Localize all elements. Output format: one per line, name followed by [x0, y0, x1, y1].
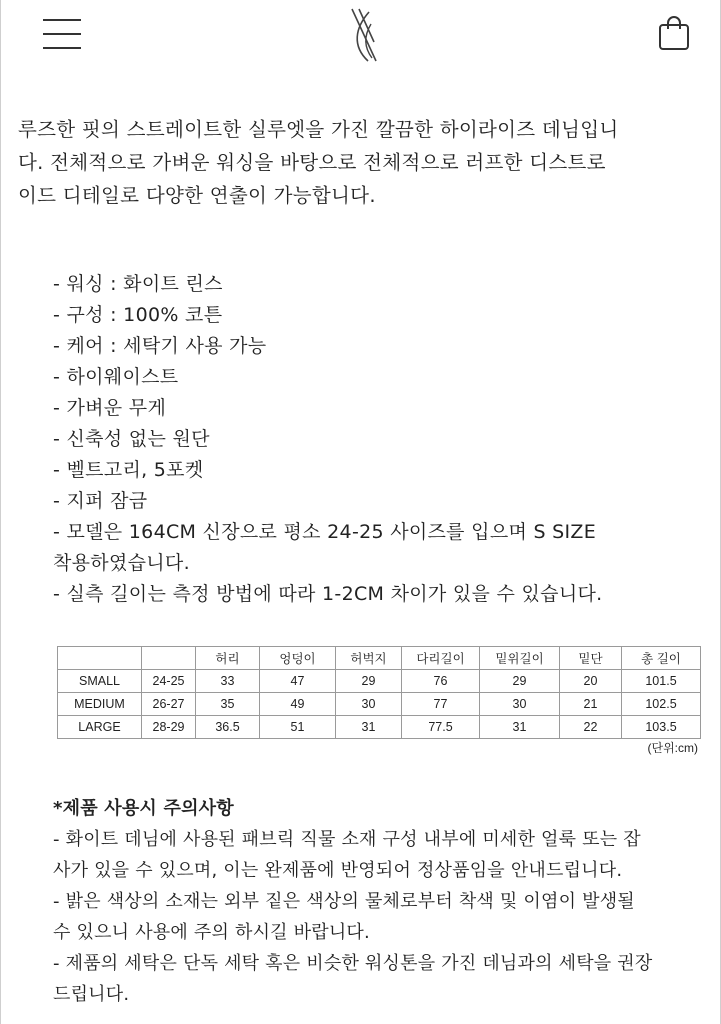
- header-cell: 다리길이: [402, 647, 480, 670]
- table-cell: 103.5: [622, 716, 701, 739]
- table-cell: MEDIUM: [58, 693, 142, 716]
- header-cell: [142, 647, 196, 670]
- detail-item: - 지퍼 잠금: [53, 490, 148, 512]
- description-line: 이드 디테일로 다양한 연출이 가능합니다.: [18, 184, 376, 207]
- caution-line: - 밝은 색상의 소재는 외부 짙은 색상의 물체로부터 착색 및 이염이 발생될: [53, 891, 635, 912]
- table-cell: 29: [336, 670, 402, 693]
- table-cell: 49: [260, 693, 336, 716]
- table-cell: 31: [336, 716, 402, 739]
- table-cell: 31: [480, 716, 560, 739]
- table-cell: 24-25: [142, 670, 196, 693]
- header-cell: [58, 647, 142, 670]
- table-row: [58, 693, 701, 716]
- caution-line: 사가 있을 수 있으며, 이는 완제품에 반영되어 정상품임을 안내드립니다.: [53, 860, 623, 881]
- unit-label: (단위:cm): [647, 741, 698, 755]
- table-cell: 22: [560, 716, 622, 739]
- caution-line: 드립니다.: [53, 984, 130, 1005]
- header-cell: 총 길이: [622, 647, 701, 670]
- shopping-bag-icon[interactable]: [657, 15, 691, 51]
- header-cell: 밑단: [560, 647, 622, 670]
- table-cell: LARGE: [58, 716, 142, 739]
- description-line: 루즈한 핏의 스트레이트한 실루엣을 가진 깔끔한 하이라이즈 데님입니: [18, 118, 619, 141]
- caution-line: 수 있으니 사용에 주의 하시길 바랍니다.: [53, 922, 370, 943]
- header-cell: 엉덩이: [260, 647, 336, 670]
- table-cell: 36.5: [196, 716, 260, 739]
- table-row: [58, 670, 701, 693]
- detail-item: - 워싱 : 화이트 린스: [53, 273, 223, 295]
- table-cell: 33: [196, 670, 260, 693]
- caution-line: - 제품의 세탁은 단독 세탁 혹은 비슷한 워싱톤을 가진 데님과의 세탁을 권장: [53, 953, 653, 974]
- table-cell: 28-29: [142, 716, 196, 739]
- table-cell: 29: [480, 670, 560, 693]
- table-cell: 20: [560, 670, 622, 693]
- table-cell: 102.5: [622, 693, 701, 716]
- size-table: [57, 646, 701, 739]
- detail-item: - 벨트고리, 5포켓: [53, 459, 204, 481]
- table-cell: 26-27: [142, 693, 196, 716]
- detail-item: - 구성 : 100% 코튼: [53, 304, 223, 326]
- table-cell: 51: [260, 716, 336, 739]
- header-cell: 밑위길이: [480, 647, 560, 670]
- detail-item: - 하이웨이스트: [53, 366, 179, 388]
- table-cell: SMALL: [58, 670, 142, 693]
- detail-item: 착용하였습니다.: [53, 552, 190, 574]
- table-cell: 21: [560, 693, 622, 716]
- table-cell: 30: [480, 693, 560, 716]
- detail-item: - 케어 : 세탁기 사용 가능: [53, 335, 267, 357]
- table-cell: 76: [402, 670, 480, 693]
- description-line: 다. 전체적으로 가벼운 워싱을 바탕으로 전체적으로 러프한 디스트로: [18, 151, 606, 174]
- caution-line: - 화이트 데님에 사용된 패브릭 직물 소재 구성 내부에 미세한 얼룩 또는 잡: [53, 829, 641, 850]
- header-cell: 허벅지: [336, 647, 402, 670]
- detail-item: - 모델은 164CM 신장으로 평소 24-25 사이즈를 입으며 S SIZE: [53, 521, 597, 543]
- table-cell: 47: [260, 670, 336, 693]
- table-row: [58, 716, 701, 739]
- table-cell: 77.5: [402, 716, 480, 739]
- table-cell: 30: [336, 693, 402, 716]
- detail-item: - 실측 길이는 측정 방법에 따라 1-2CM 차이가 있을 수 있습니다.: [53, 583, 603, 605]
- caution-title: *제품 사용시 주의사항: [53, 798, 234, 819]
- brand-logo[interactable]: [345, 6, 381, 64]
- detail-item: - 신축성 없는 원단: [53, 428, 210, 450]
- header-cell: 허리: [196, 647, 260, 670]
- table-cell: 101.5: [622, 670, 701, 693]
- product-description: [18, 113, 708, 212]
- product-details-list: [53, 269, 713, 610]
- detail-item: - 가벼운 무게: [53, 397, 167, 419]
- header: [1, 0, 721, 68]
- size-table-header: [58, 647, 701, 670]
- table-cell: 35: [196, 693, 260, 716]
- caution-section: [53, 793, 713, 1010]
- table-cell: 77: [402, 693, 480, 716]
- hamburger-menu-icon[interactable]: [43, 17, 81, 51]
